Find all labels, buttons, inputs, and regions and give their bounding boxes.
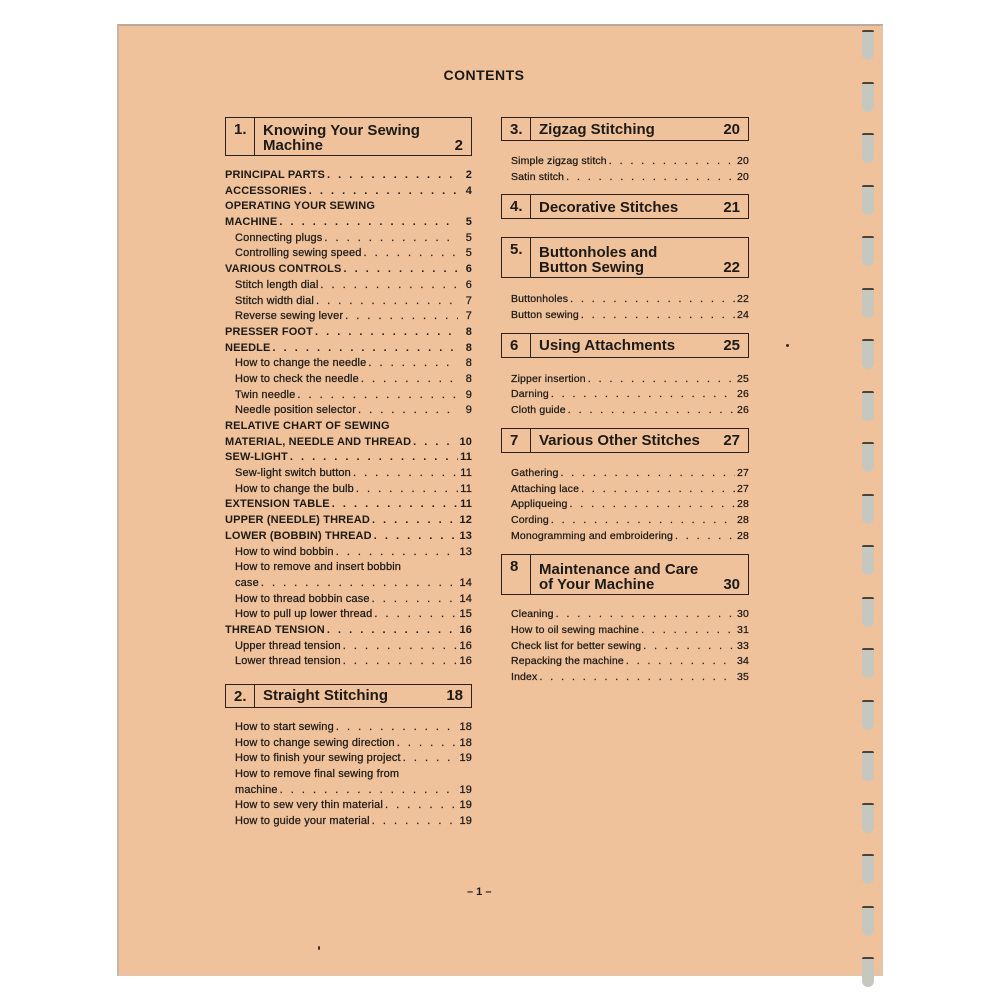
binding-hole-icon (862, 957, 874, 987)
toc-entry-title: Twin needle (235, 388, 296, 401)
toc-entry[interactable] (225, 497, 472, 513)
toc-entry-page: 20 (737, 155, 749, 167)
dot-leader (297, 388, 458, 404)
toc-entry-page: 35 (737, 671, 749, 683)
dot-leader (279, 215, 458, 231)
dot-leader (316, 294, 458, 310)
toc-entry[interactable] (225, 783, 472, 799)
toc-entry-page: 9 (465, 388, 472, 401)
dot-leader (539, 670, 735, 686)
toc-entry-title: ACCESSORIES (225, 184, 307, 197)
toc-entry-title: How to remove and insert bobbin (235, 561, 402, 574)
dot-leader (332, 497, 458, 513)
paper-speck (318, 946, 320, 950)
toc-entry-title: How to change the bulb (235, 482, 354, 495)
toc-entry-title: Repacking the machine (511, 655, 624, 668)
toc-entry[interactable] (501, 497, 749, 513)
paper-speck (786, 344, 789, 347)
section-1-entries (225, 168, 472, 670)
dot-leader (336, 545, 458, 561)
binding-hole-icon (862, 494, 874, 524)
toc-entry-page: 11 (460, 467, 472, 480)
dot-leader (570, 292, 735, 308)
dot-leader (327, 623, 458, 639)
toc-entry[interactable] (501, 482, 749, 498)
right-column (501, 117, 749, 686)
toc-entry[interactable] (225, 388, 472, 404)
section-7-heading[interactable] (501, 428, 749, 453)
toc-entry-title: Sew-light switch button (235, 467, 351, 480)
dot-leader (343, 262, 458, 278)
dot-leader (361, 372, 458, 388)
section-page: 2 (454, 137, 463, 154)
toc-entry-title: How to remove final sewing from (235, 768, 400, 781)
toc-entry[interactable] (225, 751, 472, 767)
binding-hole-icon (862, 288, 874, 318)
toc-entry-page: 28 (737, 529, 749, 542)
toc-entry-page: 22 (737, 293, 749, 306)
toc-entry[interactable] (225, 231, 472, 247)
binding-hole-icon (862, 854, 874, 884)
toc-entry-page: 8 (465, 325, 472, 338)
manual-page (117, 24, 883, 976)
toc-entry-page: 24 (737, 309, 749, 322)
toc-entry-page: 8 (465, 372, 472, 385)
toc-entry-title: How to finish your sewing project (235, 752, 401, 765)
toc-entry[interactable] (501, 403, 749, 419)
toc-entry-title: Cloth guide (511, 404, 566, 417)
toc-entry-page: 18 (459, 736, 472, 749)
toc-entry-title: Index (511, 671, 538, 683)
section-6-heading[interactable] (501, 333, 749, 358)
section-8-entries (501, 607, 749, 685)
toc-entry-title: How to change the needle (235, 357, 367, 370)
section-number: 8 (502, 555, 531, 594)
toc-entry[interactable] (225, 215, 472, 231)
toc-entry-page: 19 (459, 783, 472, 796)
toc-entry-page: 31 (737, 623, 749, 636)
toc-entry-page: 6 (465, 263, 472, 276)
toc-entry-title: LOWER (BOBBIN) THREAD (225, 529, 372, 542)
toc-entry[interactable] (501, 372, 749, 388)
left-column (225, 117, 472, 830)
page-title: CONTENTS (443, 67, 525, 83)
toc-entry[interactable] (225, 466, 472, 482)
section-title: Knowing Your Sewing Machine (263, 122, 420, 154)
dot-leader (556, 607, 735, 623)
toc-entry[interactable] (225, 435, 472, 451)
dot-leader (641, 623, 735, 639)
section-number: 5. (502, 238, 531, 277)
dot-leader (280, 783, 458, 799)
toc-entry-page: 27 (737, 482, 749, 495)
toc-entry-page: 26 (737, 404, 749, 417)
toc-entry-title: Gathering (511, 466, 559, 479)
toc-entry-title: Attaching lace (511, 482, 580, 495)
toc-entry-page: 15 (459, 608, 472, 621)
toc-entry-title: Reverse sewing lever (235, 310, 344, 323)
toc-entry-page: 4 (465, 184, 472, 197)
toc-entry[interactable] (501, 654, 749, 670)
toc-entry[interactable] (225, 639, 472, 655)
toc-entry-page: 27 (737, 466, 749, 479)
toc-entry[interactable] (225, 246, 472, 262)
toc-entry-title: UPPER (NEEDLE) THREAD (225, 514, 370, 527)
dot-leader (290, 450, 458, 466)
section-5-entries (501, 292, 749, 323)
toc-entry[interactable] (225, 654, 472, 670)
dot-leader (570, 497, 735, 513)
toc-entry[interactable] (225, 607, 472, 623)
toc-entry-title: Appliqueing (511, 498, 568, 511)
toc-entry[interactable] (225, 262, 472, 278)
toc-entry[interactable] (501, 607, 749, 623)
toc-entry-page: 14 (459, 576, 472, 589)
section-page: 27 (723, 432, 740, 450)
dot-leader (588, 372, 735, 388)
toc-entry-title: How to change sewing direction (235, 736, 395, 749)
toc-entry-title: machine (235, 783, 278, 796)
toc-entry-title: case (235, 576, 259, 589)
toc-entry-title: How to sew very thin material (235, 799, 384, 812)
toc-entry-page: 10 (459, 435, 472, 448)
section-title: Various Other Stitches (539, 432, 700, 450)
toc-entry-page: 16 (459, 623, 472, 636)
section-title: Maintenance and Care of Your Machine (539, 561, 699, 594)
dot-leader (385, 798, 457, 814)
toc-entry[interactable] (225, 419, 472, 435)
section-number: 1. (226, 118, 255, 155)
toc-entry-title: Check list for better sewing (511, 639, 642, 652)
toc-entry-title: Monogramming and embroidering (511, 529, 673, 542)
dot-leader (397, 736, 458, 752)
dot-leader (675, 529, 735, 545)
dot-leader (374, 529, 458, 545)
section-number: 6 (502, 334, 531, 357)
dot-leader (273, 341, 458, 357)
toc-entry[interactable] (225, 341, 472, 357)
toc-entry-page: 25 (737, 372, 749, 385)
toc-entry[interactable] (225, 623, 472, 639)
toc-entry-page: 6 (465, 278, 472, 291)
toc-entry-title: SEW-LIGHT (225, 451, 288, 464)
toc-entry-page: 5 (465, 231, 472, 244)
toc-entry-title: Controlling sewing speed (235, 247, 362, 260)
toc-entry-page: 7 (465, 294, 472, 307)
section-title: Using Attachments (539, 337, 676, 355)
toc-entry[interactable] (225, 513, 472, 529)
dot-leader (358, 403, 458, 419)
toc-entry-title: How to pull up lower thread (235, 608, 373, 621)
toc-entry[interactable] (501, 466, 749, 482)
section-2-entries (225, 720, 472, 830)
toc-entry-title: Connecting plugs (235, 231, 323, 244)
toc-entry[interactable] (501, 639, 749, 655)
toc-entry-page: 18 (459, 721, 472, 733)
section-page: 18 (446, 687, 463, 704)
toc-entry-title: How to check the needle (235, 372, 359, 385)
toc-entry[interactable] (225, 294, 472, 310)
toc-entry-title: How to thread bobbin case (235, 592, 370, 605)
dot-leader (560, 466, 735, 482)
toc-entry-title: Stitch width dial (235, 294, 314, 307)
toc-entry-page: 14 (459, 592, 472, 605)
section-5-heading[interactable] (501, 237, 749, 278)
section-page: 25 (723, 337, 740, 355)
section-page: 20 (723, 121, 740, 138)
dot-leader (626, 654, 735, 670)
dot-leader (364, 246, 458, 262)
binding-hole-icon (862, 339, 874, 369)
toc-entry[interactable] (225, 736, 472, 752)
toc-entry[interactable] (225, 372, 472, 388)
toc-entry-page: 16 (459, 655, 472, 668)
section-title: Decorative Stitches (539, 198, 679, 216)
section-number: 2. (226, 685, 255, 707)
toc-entry-page: 11 (460, 451, 472, 464)
toc-entry-title: Zipper insertion (511, 372, 586, 385)
toc-entry-title: Darning (511, 388, 549, 401)
toc-entry[interactable] (225, 545, 472, 561)
toc-entry-page: 28 (737, 513, 749, 526)
section-page: 21 (723, 198, 740, 216)
toc-entry[interactable] (225, 529, 472, 545)
page-number: – 1 – (467, 886, 492, 898)
section-4-heading[interactable] (501, 194, 749, 219)
section-page: 22 (723, 259, 740, 277)
toc-entry-page: 26 (737, 388, 749, 401)
toc-entry-title: PRESSER FOOT (225, 325, 313, 338)
section-number: 3. (502, 118, 531, 140)
dot-leader (566, 170, 735, 186)
toc-entry-title: Cleaning (511, 608, 554, 621)
toc-entry-page: 16 (459, 639, 472, 652)
dot-leader (320, 278, 458, 294)
toc-entry-title: RELATIVE CHART OF SEWING (225, 420, 390, 432)
section-title: Zigzag Stitching (539, 121, 655, 138)
toc-entry[interactable] (225, 767, 472, 783)
dot-leader (315, 325, 458, 341)
dot-leader (413, 435, 457, 451)
binding-hole-icon (862, 906, 874, 936)
toc-entry[interactable] (225, 814, 472, 830)
binding-hole-icon (862, 236, 874, 266)
toc-entry[interactable] (501, 623, 749, 639)
dot-leader (356, 482, 458, 498)
toc-entry-title: Satin stitch (511, 170, 565, 183)
binding-hole-icon (862, 82, 874, 112)
toc-entry-title: How to start sewing (235, 721, 334, 733)
toc-entry-title: Buttonholes (511, 293, 569, 306)
toc-entry-title: Cording (511, 513, 549, 526)
toc-entry-title: THREAD TENSION (225, 623, 325, 636)
section-2-heading[interactable] (225, 684, 472, 708)
binding-hole-icon (862, 185, 874, 215)
section-6-entries (501, 372, 749, 419)
toc-entry[interactable] (501, 529, 749, 545)
toc-entry[interactable] (225, 450, 472, 466)
dot-leader (345, 309, 458, 325)
section-page: 30 (723, 576, 740, 594)
toc-entry-page: 34 (737, 655, 749, 668)
toc-entry-title: MATERIAL, NEEDLE AND THREAD (225, 435, 412, 448)
binding-hole-icon (862, 442, 874, 472)
binding-hole-icon (862, 545, 874, 575)
toc-entry-page: 30 (737, 608, 749, 621)
toc-entry-title: How to guide your material (235, 815, 370, 828)
dot-leader (372, 592, 458, 608)
toc-entry-page: 8 (465, 341, 472, 354)
dot-leader (372, 513, 458, 529)
dot-leader (609, 154, 735, 170)
toc-entry-page: 7 (465, 310, 472, 323)
toc-entry-title: Upper thread tension (235, 639, 341, 652)
toc-entry[interactable] (501, 387, 749, 403)
toc-entry-page: 12 (459, 514, 472, 527)
binding-hole-icon (862, 30, 874, 60)
section-number: 4. (502, 195, 531, 218)
toc-entry[interactable] (225, 592, 472, 608)
toc-entry-title: MACHINE (225, 216, 278, 229)
dot-leader (581, 482, 735, 498)
toc-entry-title: Button sewing (511, 309, 579, 322)
toc-entry[interactable] (501, 513, 749, 529)
toc-entry-title: NEEDLE (225, 341, 271, 354)
toc-entry[interactable] (225, 325, 472, 341)
toc-entry-page: 5 (465, 216, 472, 229)
toc-entry-page: 19 (459, 815, 472, 828)
toc-entry-page: 11 (460, 498, 472, 511)
toc-entry[interactable] (225, 356, 472, 372)
section-3-heading[interactable] (501, 117, 749, 141)
toc-entry-page: 28 (737, 498, 749, 511)
toc-entry-page: 19 (459, 799, 472, 812)
toc-entry-page: 13 (459, 545, 472, 558)
dot-leader (581, 308, 735, 324)
dot-leader (261, 576, 458, 592)
dot-leader (309, 184, 458, 200)
toc-entry[interactable] (225, 560, 472, 576)
toc-entry-title: Needle position selector (235, 404, 357, 417)
toc-entry-page: 5 (465, 247, 472, 260)
toc-entry[interactable] (225, 720, 472, 736)
binding-hole-icon (862, 648, 874, 678)
dot-leader (372, 814, 458, 830)
toc-entry[interactable] (225, 576, 472, 592)
toc-entry[interactable] (501, 292, 749, 308)
toc-entry-title: OPERATING YOUR SEWING (225, 200, 376, 213)
dot-leader (324, 231, 458, 247)
toc-entry-title: Simple zigzag stitch (511, 155, 607, 167)
binding-hole-icon (862, 700, 874, 730)
toc-entry-page: 33 (737, 639, 749, 652)
toc-entry[interactable] (225, 309, 472, 325)
toc-entry[interactable] (501, 154, 749, 170)
binding-hole-icon (862, 751, 874, 781)
toc-entry[interactable] (225, 403, 472, 419)
dot-leader (643, 639, 735, 655)
toc-entry[interactable] (225, 184, 472, 200)
dot-leader (343, 639, 458, 655)
toc-entry[interactable] (501, 670, 749, 686)
dot-leader (327, 168, 458, 184)
toc-entry-title: How to oil sewing machine (511, 623, 640, 636)
toc-entry[interactable] (501, 170, 749, 186)
section-7-entries (501, 466, 749, 544)
toc-entry-page: 13 (459, 529, 472, 542)
toc-entry[interactable] (501, 308, 749, 324)
toc-entry-title: How to wind bobbin (235, 545, 334, 558)
section-title: Buttonholes and Button Sewing (539, 244, 658, 277)
binding-holes (861, 26, 877, 978)
binding-hole-icon (862, 391, 874, 421)
binding-hole-icon (862, 597, 874, 627)
dot-leader (551, 387, 735, 403)
dot-leader (568, 403, 735, 419)
toc-entry-page: 20 (737, 170, 749, 183)
dot-leader (368, 356, 458, 372)
toc-entry[interactable] (225, 798, 472, 814)
toc-entry[interactable] (225, 168, 472, 184)
section-number: 7 (502, 429, 531, 452)
toc-entry[interactable] (225, 278, 472, 294)
dot-leader (374, 607, 457, 623)
toc-entry-title: EXTENSION TABLE (225, 498, 330, 511)
toc-entry-title: VARIOUS CONTROLS (225, 263, 342, 276)
toc-entry[interactable] (225, 199, 472, 215)
dot-leader (343, 654, 458, 670)
dot-leader (353, 466, 458, 482)
section-1-heading[interactable] (225, 117, 472, 156)
dot-leader (336, 720, 458, 736)
section-title: Straight Stitching (263, 687, 388, 704)
toc-entry-title: Stitch length dial (235, 278, 319, 291)
binding-hole-icon (862, 803, 874, 833)
toc-entry-page: 2 (465, 169, 472, 181)
section-3-entries (501, 154, 749, 185)
toc-entry-title: Lower thread tension (235, 655, 341, 668)
section-8-heading[interactable] (501, 554, 749, 595)
toc-entry-title: PRINCIPAL PARTS (225, 169, 326, 181)
toc-entry-page: 19 (459, 752, 472, 765)
dot-leader (551, 513, 735, 529)
binding-hole-icon (862, 133, 874, 163)
toc-entry-page: 8 (465, 357, 472, 370)
toc-entry[interactable] (225, 482, 472, 498)
toc-entry-page: 11 (460, 482, 472, 495)
toc-entry-page: 9 (465, 404, 472, 417)
dot-leader (403, 751, 458, 767)
